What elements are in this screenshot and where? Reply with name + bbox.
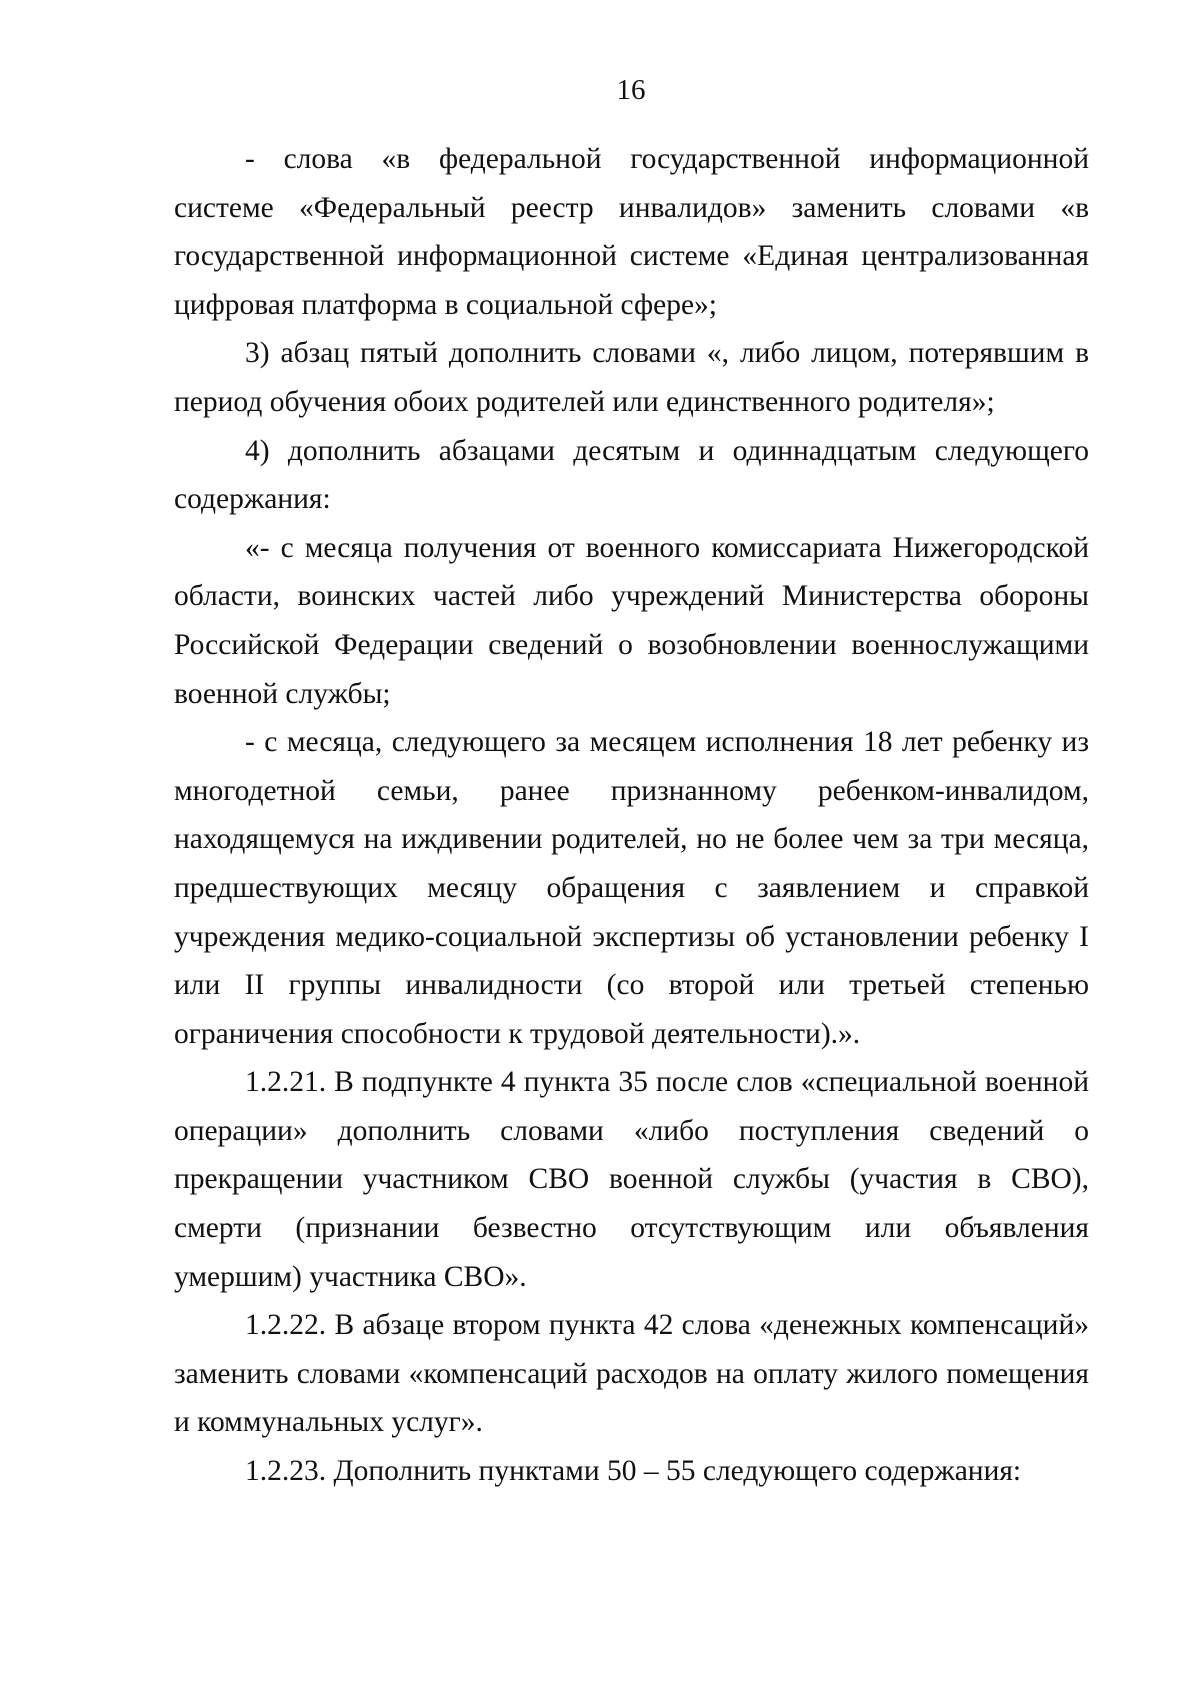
document-body xyxy=(174,135,1089,1496)
paragraph-quoted-disability: - с месяца, следующего за месяцем исполнения 18 лет ребенку из многодетной семьи, ранее признанному ребенком-инвалидом, находящемуся на иждивении родителей, но не более чем за три месяца, предшествующих месяцу обращения с заявлением и справкой учреждения медико-социальной экспертизы об установлении ребенку I или II группы инвалидности (со второй или третьей степенью ограничения способности к трудовой деятельности).». xyxy=(174,726,1089,1050)
paragraph-quoted-military: «- с месяца получения от военного комиссариата Нижегородской области, воинских частей либо учреждений Министерства обороны Российской Федерации сведений о возобновлении военнослужащими военной службы; xyxy=(174,531,1089,710)
paragraph-1-2-21: 1.2.21. В подпункте 4 пункта 35 после слов «специальной военной операции» дополнить словами «либо поступления сведений о прекращении участником СВО военной службы (участия в СВО), смерти (признании безвестно отсутствующим или объявления умершим) участника СВО». xyxy=(174,1066,1089,1293)
paragraph-item-4: 4) дополнить абзацами десятым и одиннадцатым следующего содержания: xyxy=(174,434,1089,516)
paragraph-1-2-23: 1.2.23. Дополнить пунктами 50 – 55 следующего содержания: xyxy=(245,1455,1022,1488)
paragraph-1-2-22: 1.2.22. В абзаце втором пункта 42 слова «денежных компенсаций» заменить словами «компенсаций расходов на оплату жилого помещения и коммунальных услуг». xyxy=(174,1309,1089,1439)
paragraph-slova-replacement: - слова «в федеральной государственной информационной системе «Федеральный реестр инвалидов» заменить словами «в государственной информационной системе «Единая централизованная цифровая платформа в социальной сфере»; xyxy=(174,143,1089,321)
paragraph-item-3: 3) абзац пятый дополнить словами «, либо лицом, потерявшим в период обучения обоих родителей или единственного родителя»; xyxy=(174,337,1089,418)
page-number: 16 xyxy=(616,74,646,106)
